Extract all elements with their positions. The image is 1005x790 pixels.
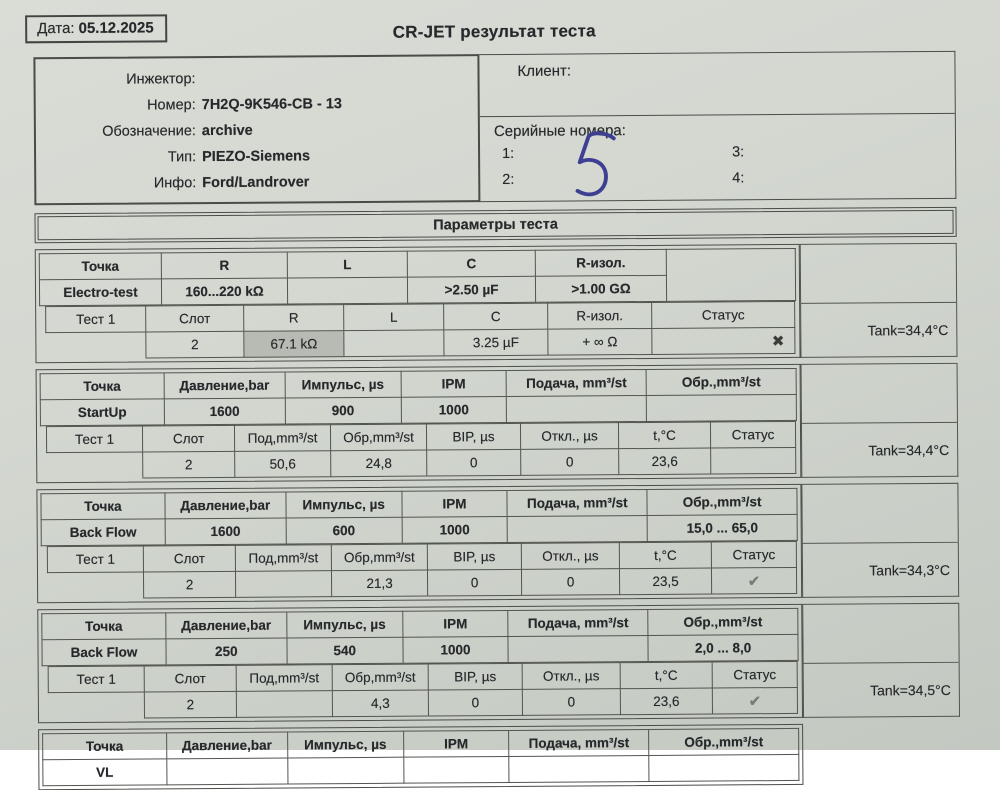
backflow1-test-table <box>47 541 797 599</box>
col-status: Статус <box>652 301 795 328</box>
col-supply: Подача, mm³/st <box>508 609 648 636</box>
test-label: Тест 1 <box>48 666 144 693</box>
tank-temperature: Tank=34,3°C <box>802 543 959 598</box>
serials-label: Серийные номера: <box>493 122 626 141</box>
injector-label: Инжектор: <box>126 71 196 88</box>
col-backflow: Обр,mm³/st <box>332 664 428 691</box>
test-label: Тест 1 <box>47 546 143 573</box>
col-c: C <box>444 303 548 330</box>
serial-2-label: 2: <box>502 171 515 188</box>
col-slot: Слот <box>143 545 235 572</box>
number-label: Номер: <box>146 97 196 114</box>
col-ipm: IPM <box>402 490 508 517</box>
client-box <box>479 51 956 202</box>
spacer-cell <box>47 572 143 599</box>
col-point: Точка <box>43 733 167 760</box>
date-label: Дата: <box>37 19 75 38</box>
impulse-value: 900 <box>285 397 401 424</box>
backflow2-section <box>37 603 960 723</box>
backflow1-param-table <box>40 488 797 546</box>
col-impulse: Импульс, µs <box>287 731 403 758</box>
col-ipm: IPM <box>401 370 507 397</box>
col-backflow: Обр.,mm³/st <box>646 368 796 395</box>
serial-1-label: 1: <box>502 145 515 162</box>
page-title: CR-JET результат теста <box>392 21 596 42</box>
impulse-value: 540 <box>287 637 403 664</box>
designation-label: Обозначение: <box>102 123 196 140</box>
slot-value: 2 <box>143 571 235 598</box>
backflow-value: 4,3 <box>332 690 428 717</box>
startup-test-table <box>46 421 796 479</box>
point-value: VL <box>43 759 167 786</box>
electro-frame <box>35 244 801 363</box>
point-value: Back Flow <box>42 639 166 666</box>
client-label: Клиент: <box>479 52 954 117</box>
col-deviation: Откл., µs <box>520 423 618 450</box>
supply-value <box>235 571 331 598</box>
startup-section <box>36 363 959 483</box>
col-status: Статус <box>712 661 797 688</box>
test-params-bar <box>34 207 956 243</box>
backflow-value: 24,8 <box>331 450 427 477</box>
impulse-value <box>287 757 403 784</box>
backflow-value: 21,3 <box>331 570 427 597</box>
injector-row <box>36 90 472 119</box>
empty-cell <box>800 243 957 304</box>
col-r: R <box>161 252 287 279</box>
electro-test-section <box>35 243 958 363</box>
partial-section <box>38 723 960 790</box>
backflow2-test-table <box>48 661 798 719</box>
bip-value: 0 <box>428 689 522 716</box>
status-fail-icon: ✖ <box>652 327 795 354</box>
empty-cell <box>801 483 958 544</box>
injector-box <box>33 54 480 205</box>
startup-right-column <box>801 363 959 478</box>
ipm-value: 1000 <box>401 396 507 423</box>
slot-value: 2 <box>146 331 244 358</box>
supply-spec <box>507 515 647 542</box>
r-measured-value: 67.1 kΩ <box>244 331 344 358</box>
backflow-range: 2,0 ... 8,0 <box>648 634 798 661</box>
test-label: Тест 1 <box>46 426 142 453</box>
test-params-title: Параметры теста <box>37 210 953 240</box>
point-value: Back Flow <box>41 519 165 546</box>
status-ok-icon: ✔ <box>711 567 796 594</box>
col-supply: Под,mm³/st <box>236 665 332 692</box>
temp-value: 23,5 <box>619 568 711 595</box>
backflow1-frame <box>36 484 802 603</box>
col-backflow: Обр.,mm³/st <box>649 728 799 755</box>
col-deviation: Откл., µs <box>521 543 619 570</box>
ipm-value <box>403 756 509 783</box>
type-value: PIEZO-Siemens <box>202 148 311 166</box>
electro-r-spec: 160...220 kΩ <box>161 278 287 305</box>
partial-frame <box>38 724 803 790</box>
tank-temperature: Tank=34,4°C <box>800 303 957 358</box>
riso-measured-value: + ∞ Ω <box>548 328 652 355</box>
supply-spec <box>509 755 649 782</box>
temp-value: 23,6 <box>620 688 712 715</box>
electro-c-spec: >2.50 µF <box>407 276 535 303</box>
col-impulse: Импульс, µs <box>285 371 401 398</box>
col-status: Статус <box>711 541 796 568</box>
tank-temperature: Tank=34,5°C <box>803 663 960 718</box>
number-value: 7H2Q-9K546-CB - 13 <box>201 96 343 114</box>
supply-spec <box>507 395 647 422</box>
col-deviation: Откл., µs <box>522 663 620 690</box>
slot-value: 2 <box>143 451 235 478</box>
deviation-value: 0 <box>521 569 619 596</box>
pressure-value <box>167 758 288 785</box>
col-backflow: Обр.,mm³/st <box>648 608 798 635</box>
temp-value: 23,6 <box>619 448 711 475</box>
slot-value: 2 <box>144 691 236 718</box>
col-supply: Под,mm³/st <box>234 425 330 452</box>
info-label: Инфо: <box>153 175 197 192</box>
col-backflow: Обр,mm³/st <box>331 544 427 571</box>
electro-param-table <box>39 249 667 306</box>
col-supply: Под,mm³/st <box>235 545 331 572</box>
type-label: Тип: <box>167 149 197 166</box>
deviation-value: 0 <box>521 449 619 476</box>
spacer-cell <box>47 452 143 479</box>
injector-row <box>36 116 472 145</box>
impulse-value: 600 <box>286 517 402 544</box>
electro-right-column <box>800 243 958 358</box>
col-slot: Слот <box>144 665 236 692</box>
col-pressure: Давление,bar <box>166 732 287 759</box>
col-supply: Подача, mm³/st <box>506 369 646 396</box>
startup-frame <box>36 364 802 483</box>
col-point: Точка <box>40 373 164 400</box>
col-slot: Слот <box>142 425 234 452</box>
col-pressure: Давление,bar <box>165 492 286 519</box>
deviation-value: 0 <box>522 689 620 716</box>
c-measured-value: 3.25 µF <box>444 329 548 356</box>
ipm-value: 1000 <box>403 636 509 663</box>
backflow-range: 15,0 ... 65,0 <box>647 514 797 541</box>
backflow-range <box>649 754 799 781</box>
col-point: Точка <box>42 613 166 640</box>
col-temp: t,°C <box>619 542 711 569</box>
spacer-cell <box>46 332 146 359</box>
date-box <box>25 14 168 43</box>
tank-temperature: Tank=34,4°C <box>801 423 958 478</box>
electro-test-table <box>45 301 795 359</box>
col-bip: BIP, µs <box>426 423 520 450</box>
bip-value: 0 <box>427 569 521 596</box>
electro-point: Electro-test <box>39 279 161 306</box>
col-point: Точка <box>39 253 161 280</box>
col-slot: Слот <box>146 305 244 332</box>
injector-row <box>36 168 472 197</box>
ipm-value: 1000 <box>402 516 508 543</box>
electro-riso-spec: >1.00 GΩ <box>535 275 666 302</box>
handwritten-5-glyph <box>568 126 622 207</box>
col-impulse: Импульс, µs <box>286 611 402 638</box>
info-block <box>33 51 956 205</box>
col-status: Статус <box>710 421 795 448</box>
col-ipm: IPM <box>402 610 508 637</box>
empty-cell <box>666 248 796 302</box>
backflow-range <box>646 394 796 421</box>
backflow2-right-column <box>802 603 960 718</box>
pressure-value: 250 <box>166 638 287 665</box>
col-backflow: Обр.,mm³/st <box>647 488 797 515</box>
handwritten-serial-5 <box>568 126 623 212</box>
col-pressure: Давление,bar <box>166 612 287 639</box>
col-backflow: Обр,mm³/st <box>330 424 426 451</box>
col-c: C <box>407 250 535 277</box>
test-label: Тест 1 <box>46 306 146 333</box>
col-riso: R-изол. <box>548 302 652 329</box>
supply-value: 50,6 <box>235 451 331 478</box>
col-supply: Подача, mm³/st <box>509 729 649 756</box>
backflow1-section <box>36 483 959 603</box>
col-l: L <box>287 251 407 278</box>
col-bip: BIP, µs <box>427 543 521 570</box>
col-l: L <box>344 304 444 331</box>
col-ipm: IPM <box>403 730 509 757</box>
designation-value: archive <box>201 122 253 140</box>
supply-value <box>236 691 332 718</box>
empty-cell <box>801 363 958 424</box>
serial-4-label: 4: <box>732 170 745 187</box>
col-supply: Подача, mm³/st <box>507 489 647 516</box>
serials-block <box>480 114 956 198</box>
status-cell <box>711 447 796 474</box>
serial-3-label: 3: <box>732 144 745 161</box>
date-value: 05.12.2025 <box>78 19 154 37</box>
point-value: StartUp <box>40 399 164 426</box>
col-pressure: Давление,bar <box>164 372 285 399</box>
injector-row <box>36 142 472 171</box>
injector-row <box>35 64 471 93</box>
status-ok-icon: ✔ <box>712 687 797 714</box>
col-bip: BIP, µs <box>428 663 522 690</box>
col-impulse: Импульс, µs <box>286 491 402 518</box>
startup-param-table <box>40 368 797 426</box>
partial-param-table <box>42 728 799 786</box>
report-header <box>33 3 955 53</box>
empty-cell <box>802 603 959 664</box>
col-riso: R-изол. <box>535 249 666 276</box>
backflow1-right-column <box>801 483 959 598</box>
bip-value: 0 <box>427 449 521 476</box>
col-point: Точка <box>41 493 165 520</box>
spacer-cell <box>48 692 144 719</box>
col-temp: t,°C <box>620 662 712 689</box>
col-r: R <box>244 305 344 332</box>
info-value: Ford/Landrover <box>202 174 310 192</box>
electro-l-spec <box>287 277 407 304</box>
supply-spec <box>508 635 648 662</box>
backflow2-param-table <box>41 608 798 666</box>
backflow2-frame <box>37 604 803 723</box>
pressure-value: 1600 <box>164 398 285 425</box>
l-measured-value <box>344 330 444 357</box>
pressure-value: 1600 <box>165 518 286 545</box>
col-temp: t,°C <box>618 422 710 449</box>
